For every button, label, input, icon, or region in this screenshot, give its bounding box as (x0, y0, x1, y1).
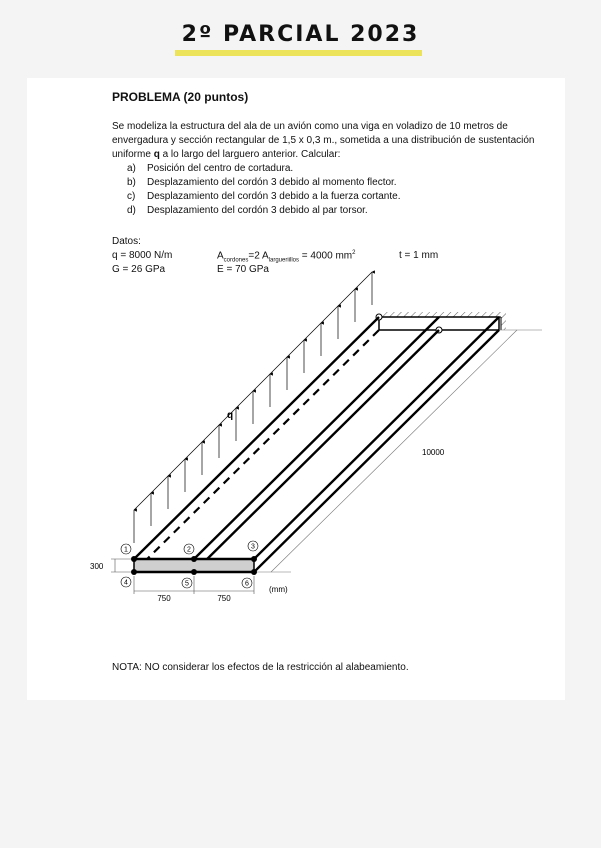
page-header (0, 22, 601, 62)
statement-pre: Se modeliza la estructura del ala de un avión como una viga en voladizo de 10 metros de envergadura y sección rectangular de 1,5 x 0,3 m., sometida a una distribución de sustentación uniforme (112, 121, 535, 160)
width-label-1: 750 (157, 594, 171, 603)
node-4-label: 4 (124, 579, 128, 587)
page-title: 2º PARCIAL 2023 (181, 22, 420, 47)
node-2-point (191, 556, 197, 562)
problem-title: PROBLEMA (20 puntos) (112, 90, 249, 104)
data-heading: Datos: (112, 236, 141, 247)
units-label: (mm) (269, 585, 288, 594)
area-sub-largueriillos: largueriillos (268, 257, 300, 264)
node-1-label: 1 (124, 546, 128, 554)
stringer-hidden (134, 330, 379, 572)
question-text: Desplazamiento del cordón 3 debido al par torsor. (147, 205, 368, 216)
node-6-label: 6 (245, 580, 249, 588)
wing-beam-figure (27, 78, 565, 700)
statement-post: a lo largo del larguero anterior. Calcular: (159, 149, 341, 160)
load-label: q (227, 410, 234, 421)
statement-load-symbol: q (153, 149, 160, 160)
data-q: q = 8000 N/m (112, 250, 173, 261)
question-letter: a) (127, 163, 136, 174)
area-value: = 4000 mm (299, 250, 353, 262)
node-4-point (131, 569, 137, 575)
node-3-point (251, 556, 257, 562)
question-letter: b) (127, 177, 136, 188)
question-letter: d) (127, 205, 136, 216)
node-2-label: 2 (187, 546, 191, 554)
data-e: E = 70 GPa (217, 264, 269, 275)
area-symbol: A (217, 250, 224, 262)
node-5-point (191, 569, 197, 575)
area-sub-cordones: cordones (223, 257, 249, 264)
length-dimension-line (271, 330, 517, 572)
width-label-2: 750 (217, 594, 231, 603)
wall-hatch-side (501, 312, 506, 330)
length-label: 10000 (422, 448, 445, 457)
node-3-label: 3 (251, 543, 255, 551)
problem-sheet (27, 78, 565, 700)
load-envelope-line (134, 272, 372, 510)
area-mid: =2 A (248, 250, 269, 262)
question-text: Desplazamiento del cordón 3 debido a la fuerza cortante. (147, 191, 401, 202)
title-highlight (175, 50, 422, 56)
node-6-point (251, 569, 257, 575)
note: NOTA: NO considerar los efectos de la restricción al alabeamiento. (112, 662, 409, 673)
node-5-label: 5 (185, 580, 189, 588)
data-t: t = 1 mm (399, 250, 439, 261)
area-exponent: 2 (352, 250, 356, 256)
question-text: Desplazamiento del cordón 3 debido al momento flector. (147, 177, 397, 188)
question-letter: c) (127, 191, 136, 202)
question-text: Posición del centro de cortadura. (147, 163, 294, 174)
height-label: 300 (90, 562, 104, 571)
data-g: G = 26 GPa (112, 264, 166, 275)
node-1-point (131, 556, 137, 562)
stringers-solid (134, 317, 499, 572)
